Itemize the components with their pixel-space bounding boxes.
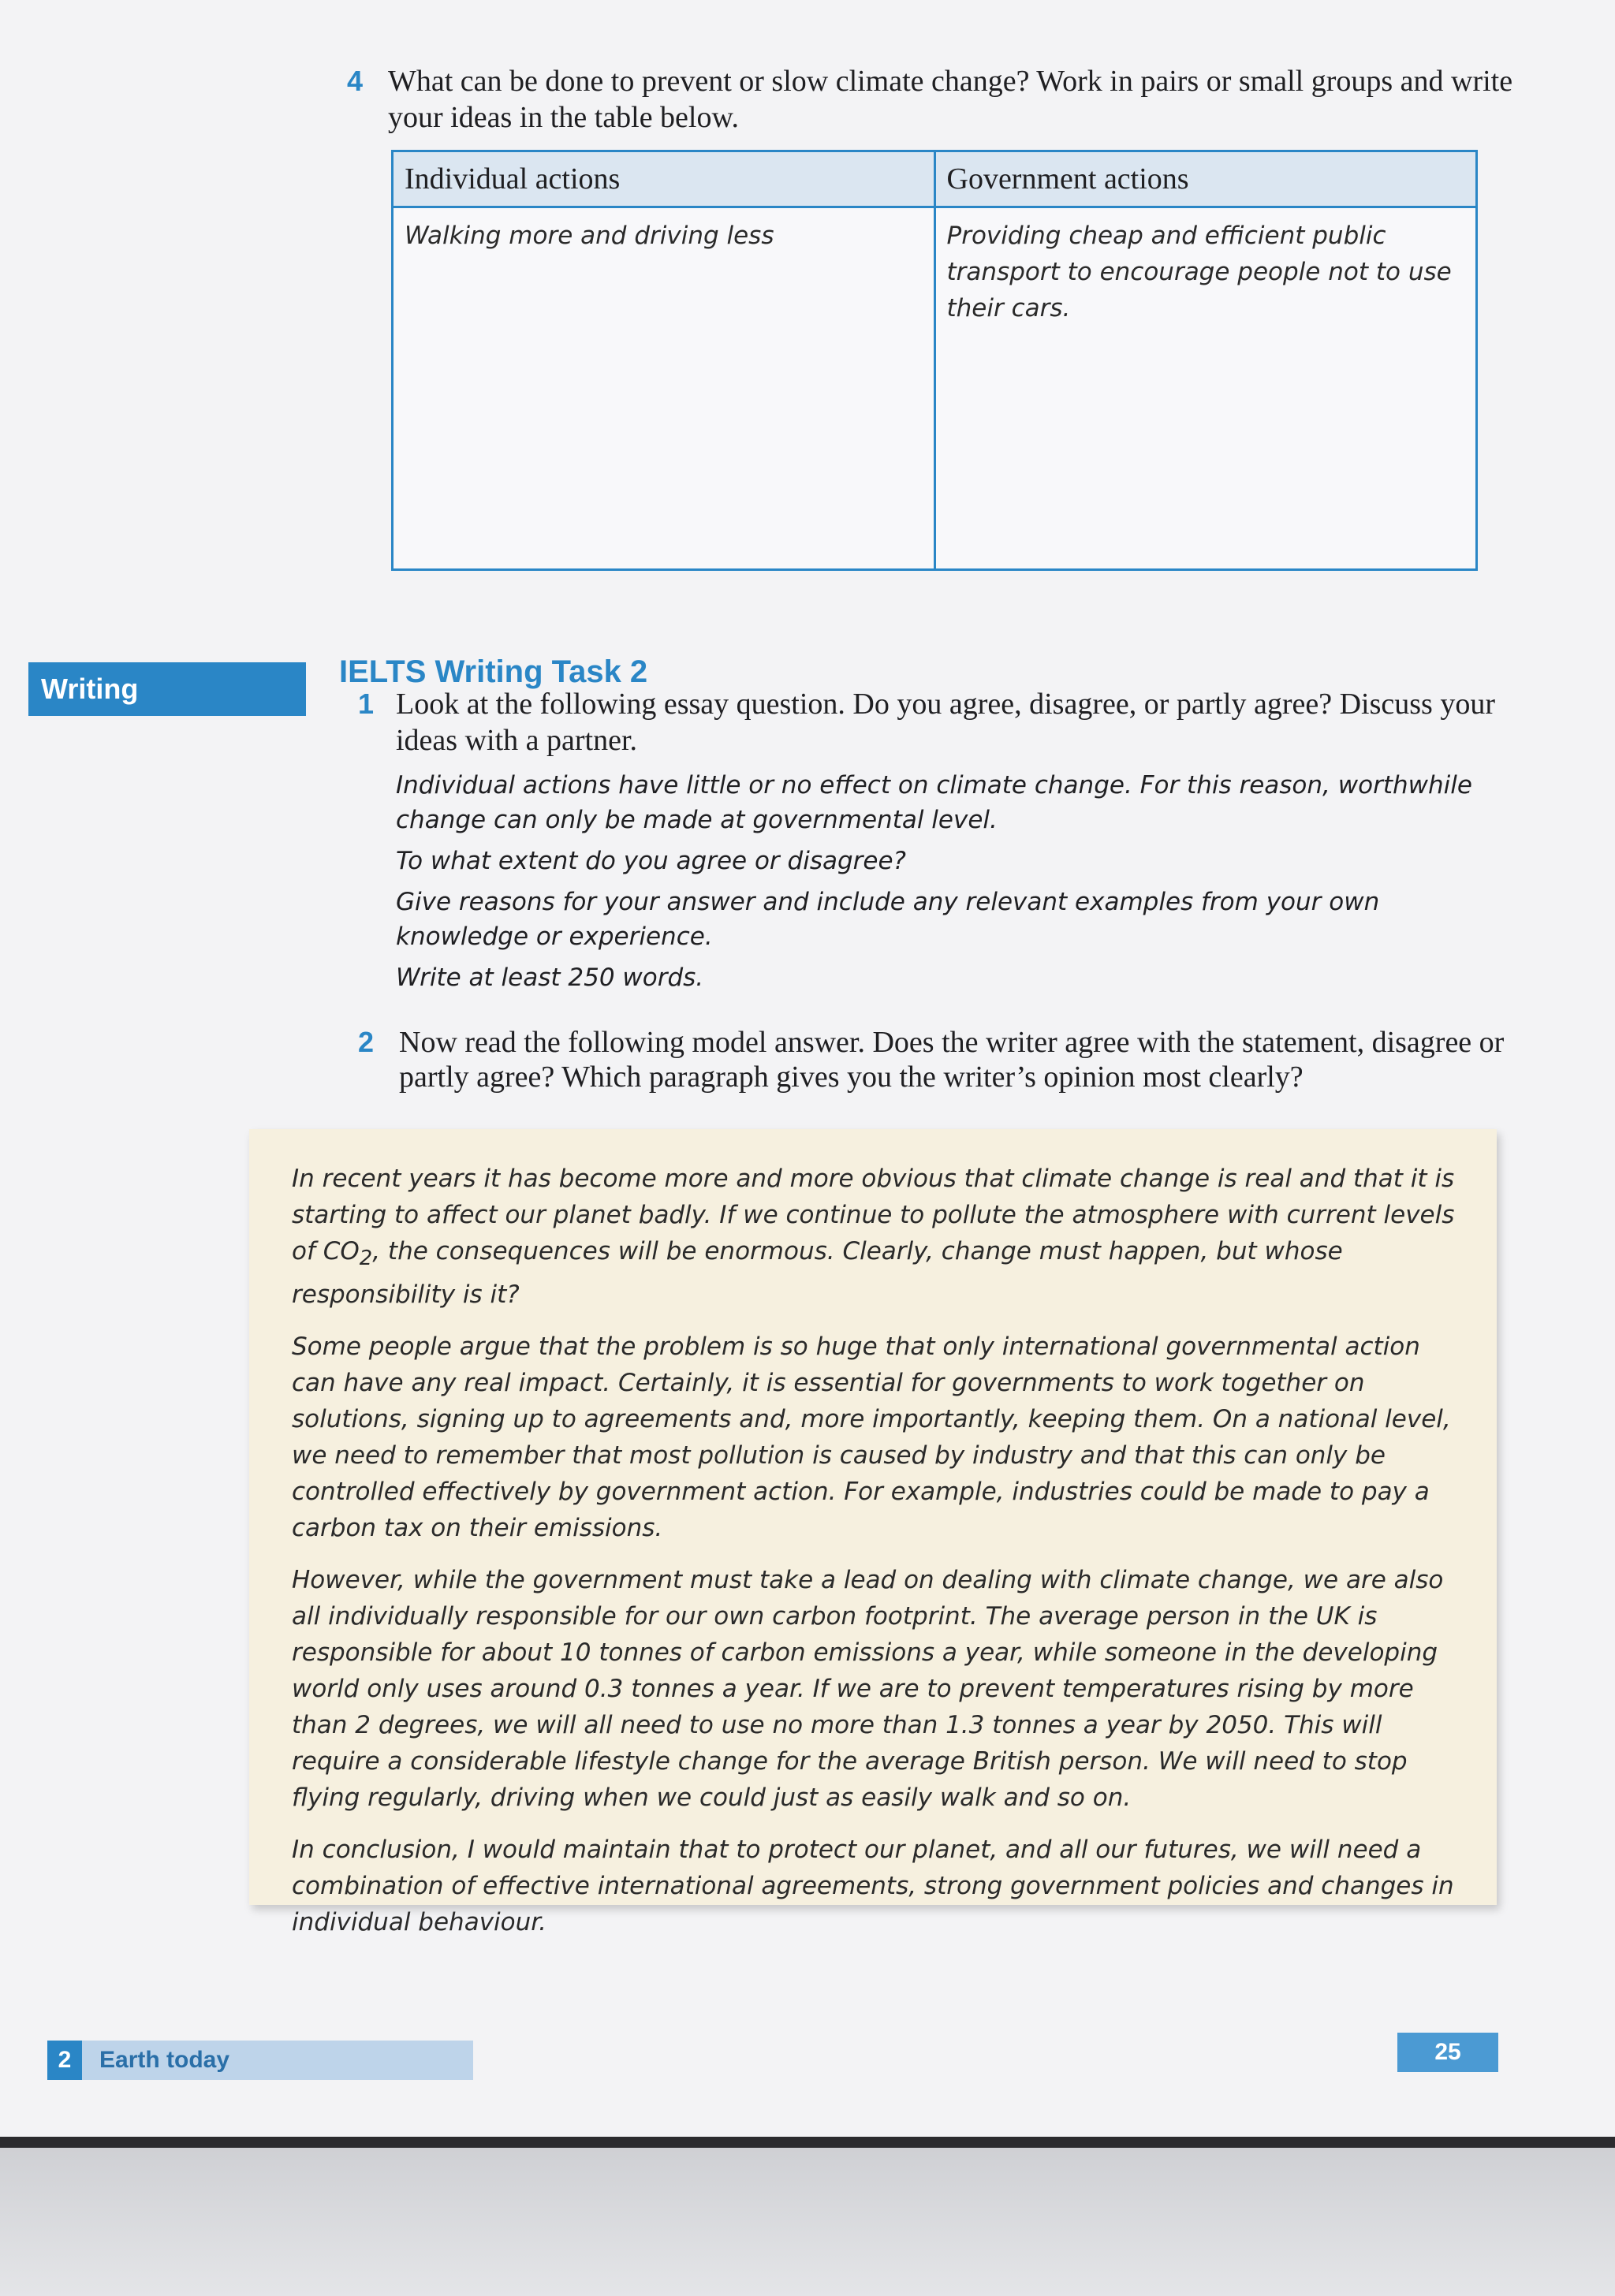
page-number: 25 [1397,2033,1498,2072]
cell-individual-actions: Walking more and driving less [393,207,935,570]
task-4-prompt: What can be done to prevent or slow climate change? Work in pairs or small groups and write your ideas in the table below. [388,65,1513,134]
task-1-prompt: Look at the following essay question. Do you agree, disagree, or partly agree? Discuss your ideas with a partner. [396,688,1495,757]
co2-subscript: 2 [359,1247,373,1271]
model-paragraph-3: However, while the government must take a lead on dealing with climate change, we are also all individually responsible for our own carbon footprint. The average person in the UK is responsible for about 10 tonnes of carbon emissions a year, while someone in the developing world only uses around 0.3 tonnes a year. If we are to prevent temperatures rising by more than 2 degrees, we will all need to use no more than 1.3 tonnes a year by 2050. This will require a considerable lifestyle change for the average British person. We will need to stop flying regularly, driving when we could just as easily walk and so on. [292,1566,1444,1813]
model-paragraph-4: In conclusion, I would maintain that to protect our planet, and all our futures, we will need a combination of effective international agreements, strong government policies and changes in individual behaviour. [292,1836,1454,1937]
scanner-background [0,2148,1615,2296]
page-bottom-edge [0,2137,1615,2148]
essay-statement: Individual actions have little or no effect on climate change. For this reason, worthwhile change can only be made at governmental level. [396,771,1472,834]
task-2-prompt: Now read the following model answer. Does the writer agree with the statement, disagree or partly agree? Which paragraph gives you the writer’s opinion most clearly? [399,1026,1505,1094]
task-2-number: 2 [358,1026,375,1058]
essay-instruction-reasons: Give reasons for your answer and include any relevant examples from your own knowledge or experience. [396,888,1380,951]
model-paragraph-1-start: In recent years it has become more and more obvious that climate change is real and that it is starting to affect our planet badly. If we continue to pollute the atmosphere with current levels of CO [292,1165,1455,1265]
model-answer-box [249,1129,1497,1937]
footer-unit-title: Earth today [99,2047,230,2073]
essay-instruction-length: Write at least 250 words. [396,964,704,992]
task-heading: IELTS Writing Task 2 [339,654,648,689]
model-paragraph-1-end: , the consequences will be enormous. Clearly, change must happen, but whose responsibility is it? [292,1237,1343,1310]
task-4-number: 4 [347,65,364,97]
header-individual-actions: Individual actions [393,151,935,207]
footer-unit-band [47,2041,473,2080]
essay-question [396,768,1516,1001]
footer-unit-number: 2 [47,2041,82,2080]
cell-government-actions: Providing cheap and efficient public transport to encourage people not to use their cars. [934,207,1477,570]
actions-table [391,150,1478,571]
task-1 [358,686,1525,758]
section-label-writing: Writing [28,662,306,716]
model-paragraph-1 [292,1161,1457,1313]
model-paragraph-2: Some people argue that the problem is so huge that only international governmental action can have any real impact. Certainly, it is essential for governments to work together on solutions, signing up to agreements and, more importantly, keeping them. On a national level, we need to remember that most pollution is caused by industry and that this can only be controlled effectively by government action. For example, industries could be made to pay a carbon tax on their emissions. [292,1332,1451,1543]
task-4 [347,63,1514,136]
task-2 [358,1025,1541,1094]
task-1-number: 1 [358,688,375,720]
header-government-actions: Government actions [934,151,1477,207]
essay-instruction-extent: To what extent do you agree or disagree? [396,847,906,875]
